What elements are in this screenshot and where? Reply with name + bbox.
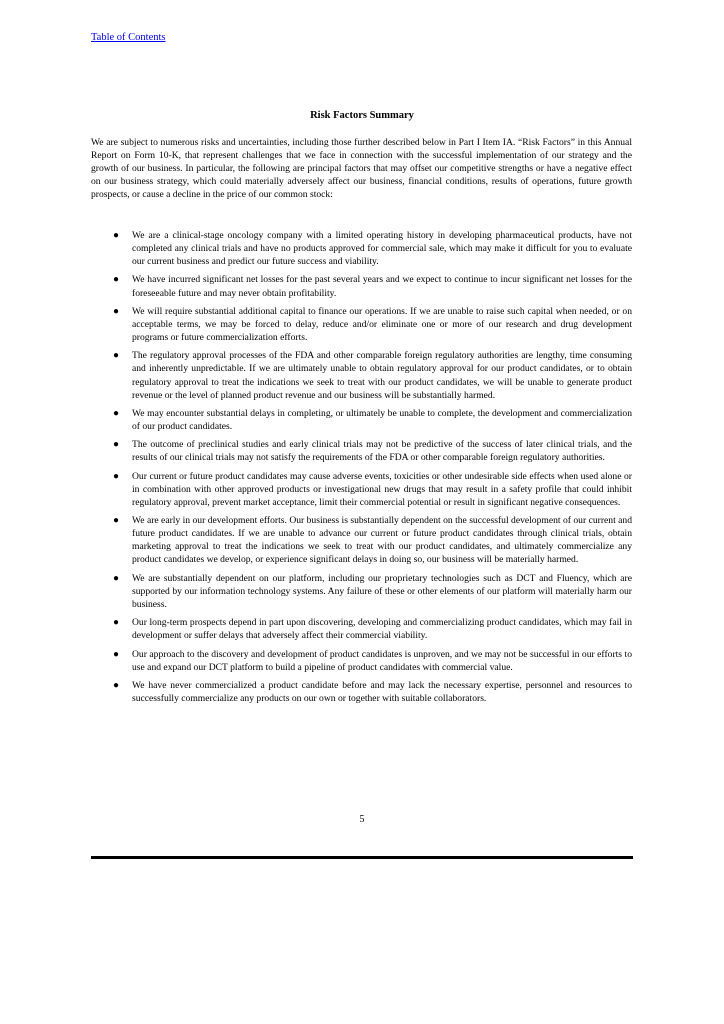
- bullet-icon: ●: [113, 470, 120, 482]
- risk-text: We are a clinical-stage oncology company with a limited operating history in developing pharmaceutical products, have not completed any clinical trials and have no products approved for commercial sale, which may make it difficult for you to evaluate our current business and predict our future success and viability.: [132, 230, 632, 268]
- risk-text: Our current or future product candidates may cause adverse events, toxicities or other undesirable side effects when used alone or in combination with other approved products or investigational new drugs that may result in a safety profile that could inhibit regulatory approval, prevent market acceptance, limit their commercial potential or result in significant negative consequences.: [132, 470, 632, 508]
- bullet-icon: ●: [113, 230, 120, 241]
- bullet-icon: ●: [113, 679, 120, 691]
- list-item: [91, 470, 632, 509]
- list-item: [91, 514, 632, 566]
- bullet-icon: ●: [113, 572, 120, 584]
- risk-text: We are substantially dependent on our platform, including our proprietary technologies such as DCT and Fluency, which are supported by our information technology systems. Any failure of these or other elements of our platform will materially harm our business.: [132, 572, 632, 610]
- risk-text: We may encounter substantial delays in completing, or ultimately be unable to complete, the development and commercialization of our product candidates.: [132, 407, 632, 432]
- intro-paragraph: We are subject to numerous risks and uncertainties, including those further described below in Part I Item IA. “Risk Factors” in this Annual Report on Form 10-K, that represent challenges that we face in connection with the successful implementation of our strategy and the growth of our business. In particular, the following are principal factors that may offset our competitive strengths or have a negative effect on our business strategy, which could materially adversely affect our business, financial conditions, results of operations, future growth prospects, or cause a decline in the price of our common stock:: [91, 137, 632, 201]
- risk-text: We have incurred significant net losses for the past several years and we expect to continue to incur significant net losses for the foreseeable future and may never obtain profitability.: [132, 274, 632, 299]
- list-item: [91, 616, 632, 642]
- risk-text: The regulatory approval processes of the FDA and other comparable foreign regulatory authorities are lengthy, time consuming and inherently unpredictable. If we are ultimately unable to obtain regulatory approval for our product candidates, or to obtain regulatory approval to treat the indications we seek to treat with our product candidates, we will be unable to generate product revenue or the level of planned product revenue and our business will be substantially harmed.: [132, 350, 632, 401]
- list-item: [91, 349, 632, 401]
- list-item: [91, 305, 632, 344]
- risk-factor-list: [91, 229, 632, 710]
- footer-divider: [91, 856, 633, 859]
- list-item: [91, 572, 632, 611]
- risk-text: The outcome of preclinical studies and early clinical trials may not be predictive of the success of later clinical trials, and the results of our clinical trials may not satisfy the requirements of the FDA or other comparable foreign regulatory authorities.: [132, 439, 632, 464]
- list-item: [91, 679, 632, 705]
- bullet-icon: ●: [113, 305, 120, 317]
- list-item: [91, 407, 632, 433]
- page-title: Risk Factors Summary: [310, 110, 414, 121]
- risk-text: We will require substantial additional capital to finance our operations. If we are unable to raise such capital when needed, or on acceptable terms, we may be forced to delay, reduce and/or eliminate one or more of our research and drug development programs or future commercialization efforts.: [132, 305, 632, 344]
- list-item: [91, 273, 632, 299]
- risk-text: We are early in our development efforts. Our business is substantially dependent on the successful development of our current and future product candidates. If we are unable to advance our current or future product candidates through clinical trials, obtain marketing approval to treat the indications we seek to treat with our product candidates, and ultimately commercialize any product candidates we develop, or experience significant delays in doing so, our business will be materially harmed.: [132, 515, 632, 566]
- list-item: [91, 438, 632, 464]
- risk-text: Our long-term prospects depend in part upon discovering, developing and commercializing product candidates, which may fail in development or suffer delays that adversely affect their commercial viability.: [132, 617, 632, 642]
- bullet-icon: ●: [113, 407, 120, 419]
- risk-text: We have never commercialized a product candidate before and may lack the necessary expertise, personnel and resources to successfully commercialize any products on our own or together with suitable collaborators.: [132, 679, 632, 704]
- bullet-icon: ●: [113, 648, 120, 660]
- bullet-icon: ●: [113, 350, 120, 362]
- table-of-contents-link[interactable]: Table of Contents: [91, 32, 166, 43]
- risk-text: Our approach to the discovery and development of product candidates is unproven, and we may not be successful in our efforts to use and expand our DCT platform to build a pipeline of product candidates with commercial value.: [132, 648, 632, 673]
- bullet-icon: ●: [113, 439, 120, 451]
- page-number: 5: [359, 814, 365, 825]
- bullet-icon: ●: [113, 515, 120, 527]
- bullet-icon: ●: [113, 617, 120, 629]
- bullet-icon: ●: [113, 274, 120, 286]
- list-item: [91, 229, 632, 268]
- list-item: [91, 648, 632, 674]
